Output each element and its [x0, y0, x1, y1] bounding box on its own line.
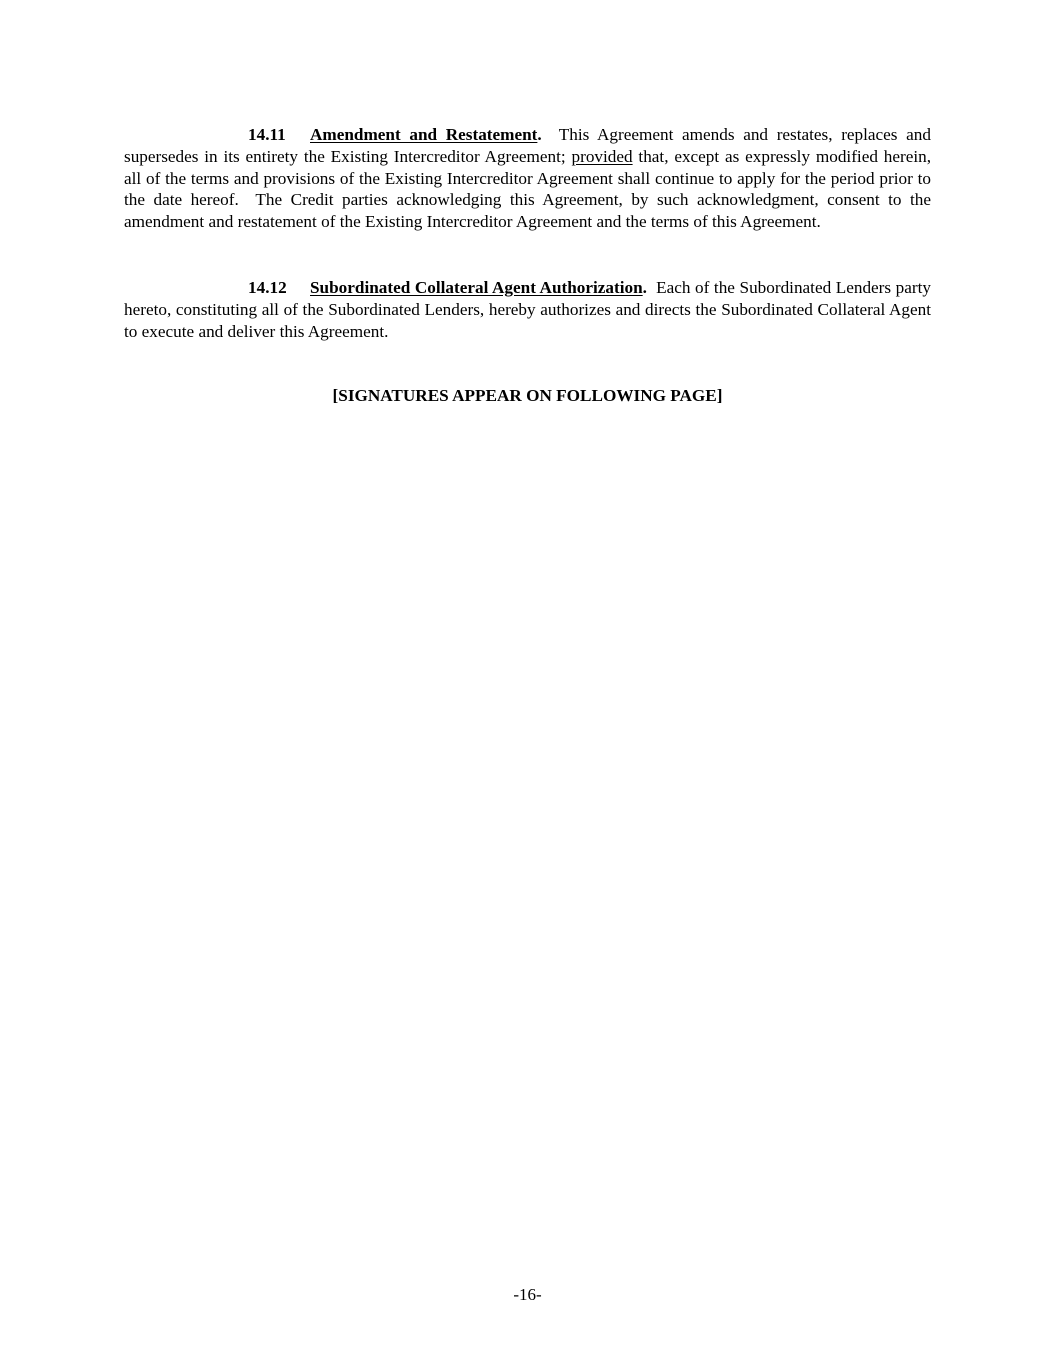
section-body-text: This Agreement amends and restates, replaces and supersedes in its entirety the Existing Intercreditor Agreement; — [124, 125, 936, 166]
provided-term: provided — [571, 146, 633, 166]
page-number: -16- — [513, 1285, 542, 1304]
signature-note: [SIGNATURES APPEAR ON FOLLOWING PAGE] — [332, 386, 723, 405]
section-number: 14.11 — [248, 125, 286, 144]
section-14-11 — [124, 124, 936, 233]
section-heading: Amendment and Restatement — [310, 125, 538, 144]
section-heading: Subordinated Collateral Agent Authorization — [310, 278, 643, 297]
section-number: 14.12 — [248, 278, 287, 297]
heading-period: . — [537, 125, 542, 144]
heading-period: . — [642, 278, 647, 297]
section-body-text: Each of the Subordinated Lenders party hereto, constituting all of the Subordinated Lenders, hereby authorizes and directs the Subordinated Collateral Agent to execute and deliver this Agreement. — [124, 278, 936, 341]
section-body-text: that, except as expressly modified herein, all of the terms and provisions of the Existing Intercreditor Agreement shall continue to apply for the period prior to the date hereof. The Credit parties acknowledging this Agreement, by such acknowledgment, consent to the amendment and restatement of the Existing Intercreditor Agreement and the terms of this Agreement. — [124, 146, 936, 232]
section-14-12 — [124, 277, 936, 342]
